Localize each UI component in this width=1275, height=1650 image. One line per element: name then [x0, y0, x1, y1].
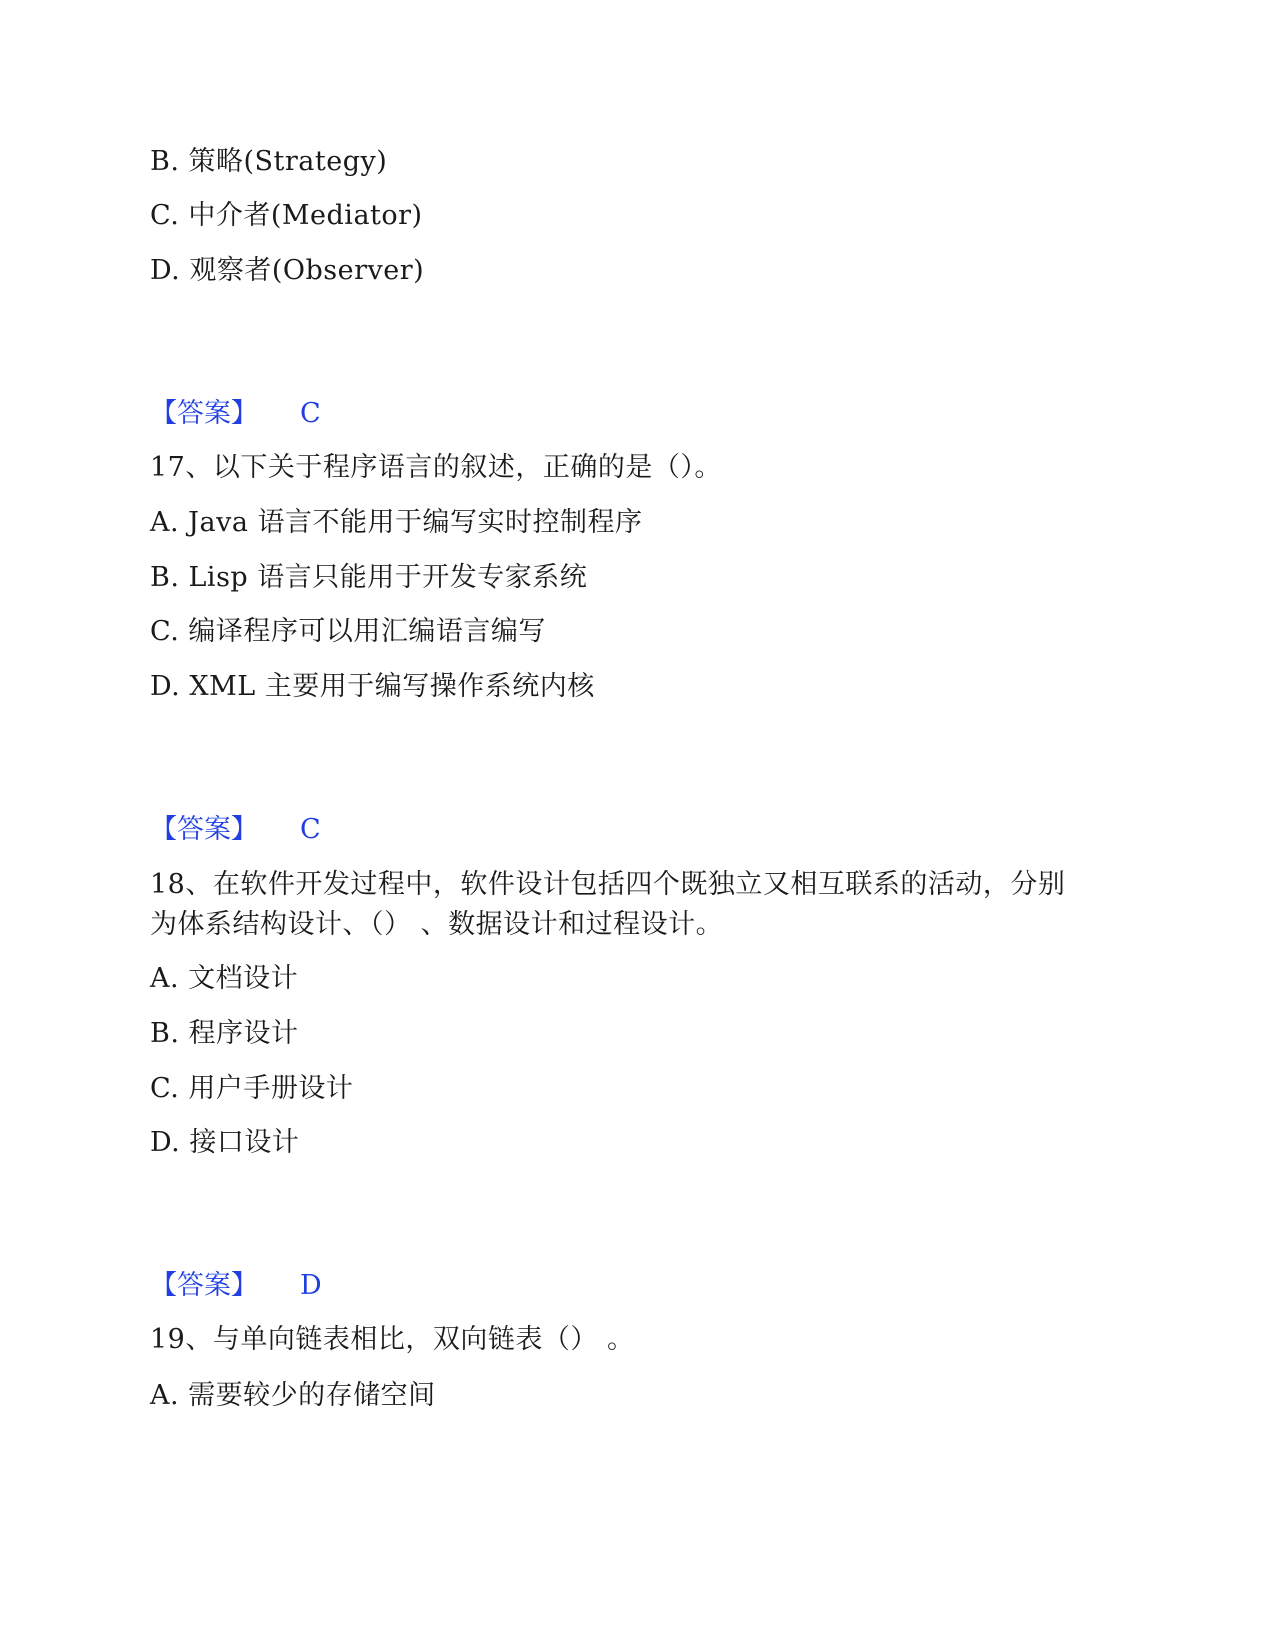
q17-answer	[150, 812, 321, 848]
q16-option-d: D. 观察者(Observer)	[150, 255, 425, 286]
answer-label: 【答案】	[150, 398, 258, 429]
q18-option-d: D. 接口设计	[150, 1127, 300, 1158]
q17-option-a: A. Java 语言不能用于编写实时控制程序	[150, 507, 643, 538]
q18-stem-line1: 18、在软件开发过程中，软件设计包括四个既独立又相互联系的活动，分别	[150, 869, 1066, 900]
q17-stem: 17、以下关于程序语言的叙述，正确的是（）。	[150, 452, 722, 483]
q18-answer	[150, 1268, 322, 1304]
q18-stem-line2: 为体系结构设计、（） 、数据设计和过程设计。	[150, 909, 724, 940]
answer-label: 【答案】	[150, 814, 258, 845]
q18-option-c: C. 用户手册设计	[150, 1073, 354, 1104]
q19-stem: 19、与单向链表相比，双向链表（） 。	[150, 1324, 635, 1355]
q16-option-c: C. 中介者(Mediator)	[150, 200, 423, 231]
answer-value: D	[300, 1270, 322, 1301]
q16-answer	[150, 396, 321, 432]
q16-option-b: B. 策略(Strategy)	[150, 146, 388, 177]
q19-option-a: A. 需要较少的存储空间	[150, 1380, 436, 1411]
q17-option-c: C. 编译程序可以用汇编语言编写	[150, 616, 546, 647]
q18-option-b: B. 程序设计	[150, 1018, 299, 1049]
q17-option-b: B. Lisp 语言只能用于开发专家系统	[150, 562, 588, 593]
answer-value: C	[300, 398, 321, 429]
answer-value: C	[300, 814, 321, 845]
q17-option-d: D. XML 主要用于编写操作系统内核	[150, 671, 595, 702]
answer-label: 【答案】	[150, 1270, 258, 1301]
q18-option-a: A. 文档设计	[150, 963, 299, 994]
